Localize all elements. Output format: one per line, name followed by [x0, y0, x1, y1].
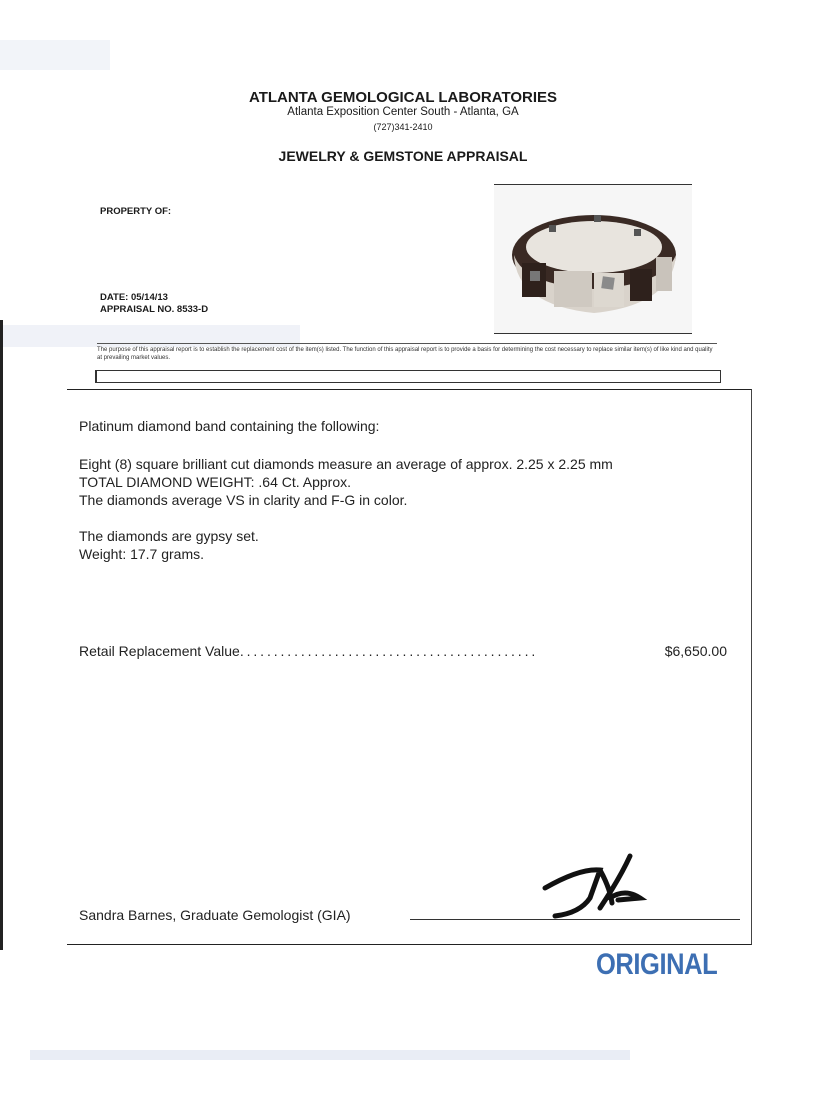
weight-line: Weight: 17.7 grams. [79, 546, 205, 562]
scan-artifact [30, 1050, 630, 1060]
setting-line: The diamonds are gypsy set. [79, 528, 259, 544]
property-of-label: PROPERTY OF: [100, 206, 172, 217]
date-value: 05/14/13 [130, 292, 168, 303]
total-weight-line: TOTAL DIAMOND WEIGHT: .64 Ct. Approx. [79, 474, 352, 490]
appraisal-number-value: 8533-D [176, 304, 209, 315]
item-intro: Platinum diamond band containing the following: [79, 418, 380, 434]
company-phone: (727)341-2410 [373, 122, 433, 132]
appraisal-number-label: APPRAISAL NO. [100, 304, 175, 315]
date-field [100, 292, 168, 303]
retail-value-amount: $6,650.00 [664, 643, 727, 659]
ring-image [494, 185, 692, 333]
document-title: JEWELRY & GEMSTONE APPRAISAL [278, 148, 528, 164]
signature-image [540, 848, 660, 923]
original-stamp: ORIGINAL [596, 948, 718, 981]
scan-artifact [0, 40, 110, 70]
description-details [79, 455, 739, 563]
dot-leader: . . . . . . . . . . . . . . . . . . . . . . . . . . . . . . . . . . . . . . . . . . . . [239, 643, 535, 659]
divider-box [95, 370, 721, 383]
purpose-statement: The purpose of this appraisal report is to establish the replacement cost of the item(s) listed. The function of this appraisal report is to provide a basis for determining the cost necessary to replace similar item(s) of like kind and quality at prevailing market values. [97, 343, 717, 362]
appraiser-name: Sandra Barnes, Graduate Gemologist (GIA) [79, 907, 351, 923]
diamond-count-line: Eight (8) square brilliant cut diamonds measure an average of approx. 2.25 x 2.25 mm [79, 456, 613, 472]
scan-edge [0, 320, 3, 950]
company-address: Atlanta Exposition Center South - Atlanta, GA [287, 106, 519, 118]
retail-value-row [79, 642, 727, 660]
appraisal-number-field [100, 304, 208, 315]
retail-value-label: Retail Replacement Value [79, 643, 240, 659]
date-label: DATE: [100, 292, 129, 303]
company-name: ATLANTA GEMOLOGICAL LABORATORIES [248, 89, 558, 106]
ring-photo [494, 184, 692, 334]
clarity-color-line: The diamonds average VS in clarity and F-G in color. [79, 492, 408, 508]
